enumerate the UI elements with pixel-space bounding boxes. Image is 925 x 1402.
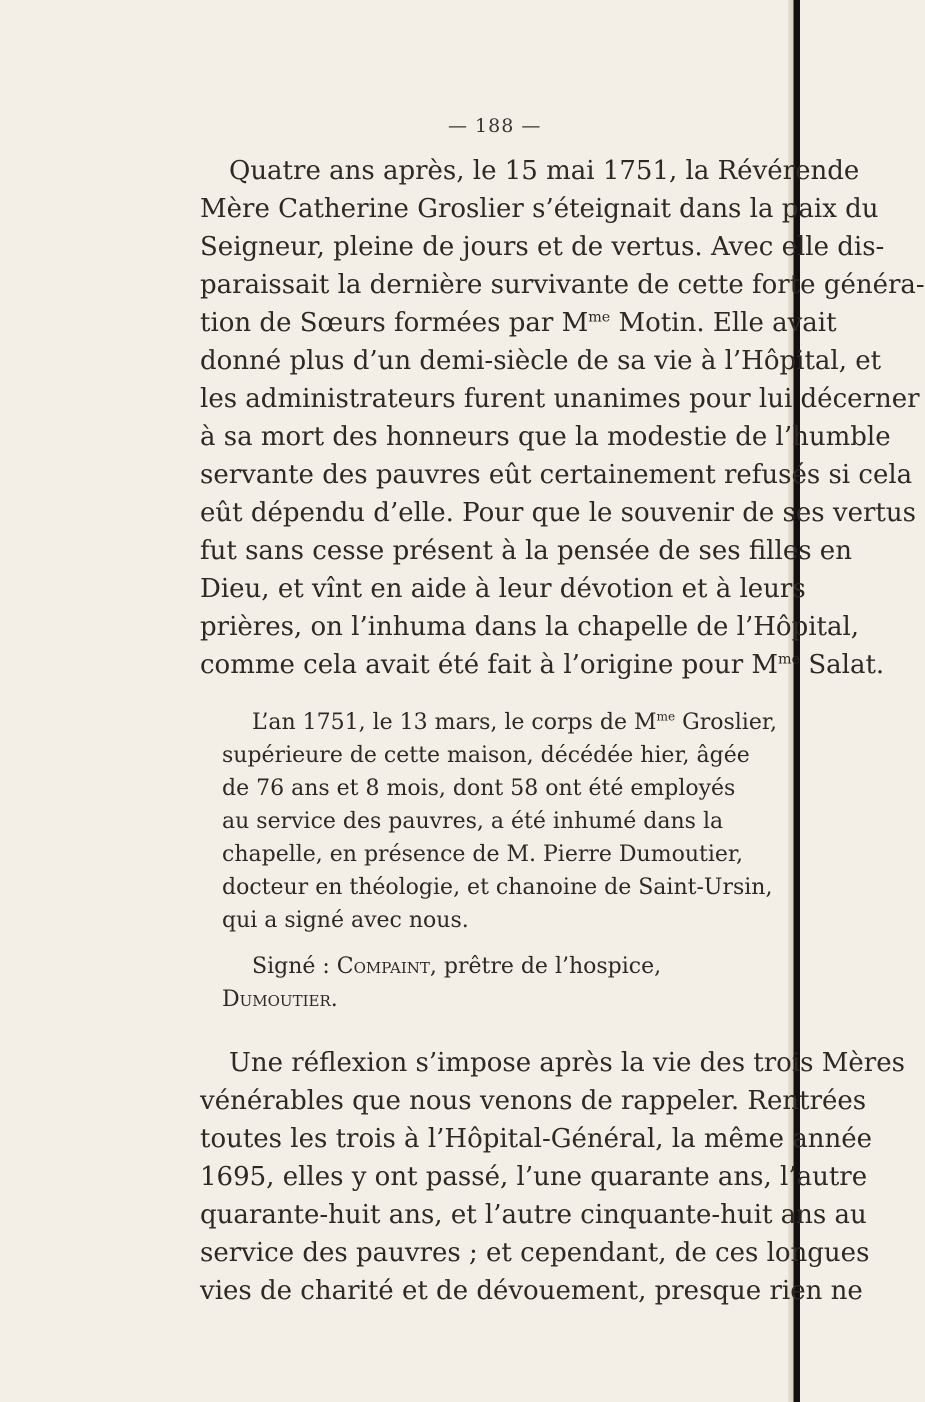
signature-line bbox=[222, 989, 338, 1011]
text-fragment: Groslier, bbox=[675, 710, 777, 735]
text-line: à sa mort des honneurs que la modestie de l’humble bbox=[200, 422, 891, 452]
superscript: me bbox=[656, 709, 676, 724]
text-line: prières, on l’inhuma dans la chapelle de l’Hôpital, bbox=[200, 612, 860, 642]
text-line: vénérables que nous venons de rappeler. Rentrées bbox=[200, 1086, 867, 1116]
superscript: me bbox=[588, 309, 611, 326]
text-line: toutes les trois à l’Hôpital-Général, la même année bbox=[200, 1124, 872, 1154]
text-line: au service des pauvres, a été inhumé dans la bbox=[222, 809, 724, 834]
text-line: donné plus d’un demi-siècle de sa vie à l’Hôpital, et bbox=[200, 346, 882, 376]
text-line: fut sans cesse présent à la pensée de ses filles en bbox=[200, 536, 852, 566]
text-line: 1695, elles y ont passé, l’une quarante ans, l’autre bbox=[200, 1162, 868, 1192]
text-line: supérieure de cette maison, décédée hier, âgée bbox=[222, 743, 750, 768]
signature-name-compaint: Compaint bbox=[336, 954, 430, 979]
text-line: eût dépendu d’elle. Pour que le souvenir de ses vertus bbox=[200, 498, 916, 528]
text-fragment: comme cela avait été fait à l’origine pour M bbox=[200, 650, 779, 680]
text-fragment: Motin. Elle avait bbox=[610, 308, 837, 338]
text-line bbox=[252, 709, 777, 735]
text-fragment: L’an 1751, le 13 mars, le corps de M bbox=[252, 710, 657, 735]
text-line: quarante-huit ans, et l’autre cinquante-huit ans au bbox=[200, 1200, 867, 1230]
signature-middle: , prêtre de l’hospice, bbox=[429, 954, 662, 979]
text-line: chapelle, en présence de M. Pierre Dumoutier, bbox=[222, 842, 743, 867]
page-number: — 188 — bbox=[448, 115, 542, 137]
text-line: docteur en théologie, et chanoine de Saint-Ursin, bbox=[222, 875, 773, 900]
text-line: Une réflexion s’impose après la vie des trois Mères bbox=[229, 1048, 905, 1078]
text-line: Mère Catherine Groslier s’éteignait dans la paix du bbox=[200, 194, 879, 224]
signature-prefix: Signé : bbox=[252, 954, 337, 979]
text-line: Quatre ans après, le 15 mai 1751, la Révérende bbox=[229, 156, 860, 186]
text-fragment: Salat. bbox=[800, 650, 885, 680]
text-line: paraissait la dernière survivante de cette forte généra- bbox=[200, 270, 925, 300]
text-line: vies de charité et de dévouement, presque rien ne bbox=[200, 1276, 863, 1306]
text-line: Dieu, et vînt en aide à leur dévotion et à leurs bbox=[200, 574, 806, 604]
text-fragment: tion de Sœurs formées par M bbox=[200, 308, 589, 338]
text-line bbox=[200, 310, 837, 336]
text-line: servante des pauvres eût certainement refusés si cela bbox=[200, 460, 913, 490]
text-line: qui a signé avec nous. bbox=[222, 908, 469, 933]
text-line bbox=[200, 652, 884, 678]
text-line: Seigneur, pleine de jours et de vertus. Avec elle dis- bbox=[200, 232, 885, 262]
text-line: les administrateurs furent unanimes pour lui décerner bbox=[200, 384, 920, 414]
signature-line bbox=[252, 956, 661, 978]
text-line: service des pauvres ; et cependant, de ces longues bbox=[200, 1238, 870, 1268]
signature-name-dumoutier: Dumoutier bbox=[222, 987, 331, 1012]
superscript: me bbox=[778, 651, 801, 668]
signature-suffix: . bbox=[330, 987, 338, 1012]
text-line: de 76 ans et 8 mois, dont 58 ont été employés bbox=[222, 776, 736, 801]
